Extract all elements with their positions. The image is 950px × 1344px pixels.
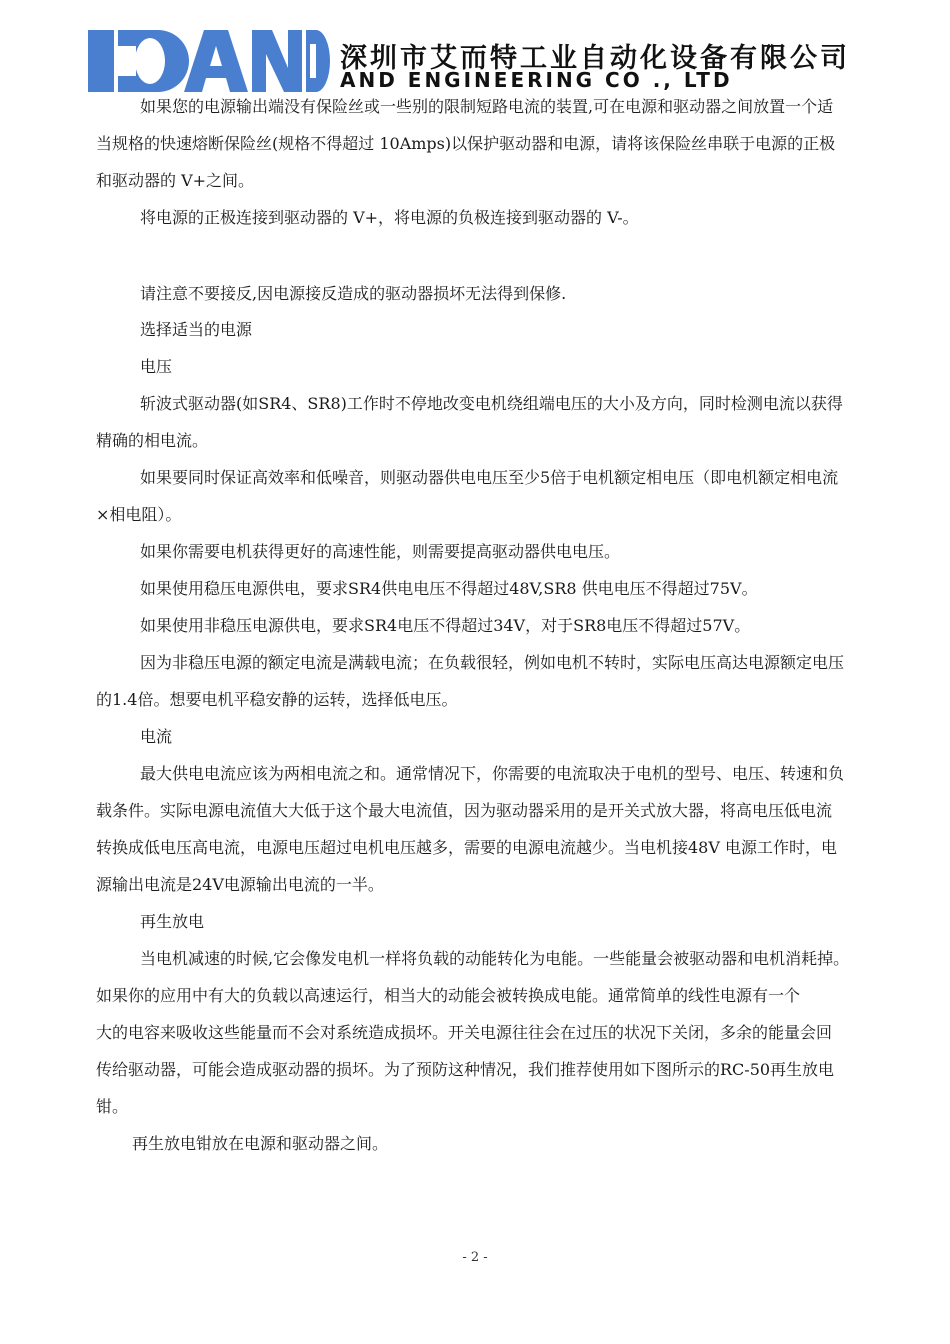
paragraph-line: 如果使用稳压电源供电，要求SR4供电电压不得超过48V,SR8 供电电压不得超过75V。	[140, 579, 758, 598]
paragraph-line: 最大供电电流应该为两相电流之和。通常情况下，你需要的电流取决于电机的型号、电压、转速和负	[140, 764, 845, 783]
paragraph-line: 如果要同时保证高效率和低噪音，则驱动器供电电压至少5倍于电机额定相电压（即电机额定相电流	[140, 468, 839, 487]
paragraph-line: 和驱动器的 V+之间。	[96, 171, 255, 190]
paragraph-line: 因为非稳压电源的额定电流是满载电流；在负载很轻，例如电机不转时，实际电压高达电源额定电压	[140, 653, 845, 672]
section-heading: 选择适当的电源	[140, 320, 253, 339]
company-logo	[88, 28, 330, 94]
paragraph-line: 当规格的快速熔断保险丝(规格不得超过 10Amps)以保护驱动器和电源，请将该保险丝串联于电源的正极	[96, 134, 836, 153]
company-name-en: AND ENGINEERING CO ., LTD	[340, 68, 733, 92]
paragraph-line: 精确的相电流。	[96, 431, 209, 450]
paragraph-line: 钳。	[96, 1097, 129, 1116]
paragraph-line: 源输出电流是24V电源输出电流的一半。	[96, 875, 384, 894]
paragraph-line: 传给驱动器，可能会造成驱动器的损坏。为了预防这种情况，我们推荐使用如下图所示的RC-50再生放电	[96, 1060, 835, 1079]
paragraph-line: 载条件。实际电源电流值大大低于这个最大电流值，因为驱动器采用的是开关式放大器，将高电压低电流	[96, 801, 833, 820]
paragraph-line: 如果您的电源输出端没有保险丝或一些别的限制短路电流的装置,可在电源和驱动器之间放置一个适	[140, 97, 834, 116]
paragraph-line: 转换成低电压高电流，电源电压超过电机电压越多，需要的电源电流越少。当电机接48V 电源工作时，电	[96, 838, 838, 857]
page-number: - 2 -	[462, 1250, 488, 1265]
paragraph-line: 的1.4倍。想要电机平稳安静的运转，选择低电压。	[96, 690, 458, 709]
paragraph-line: 再生放电钳放在电源和驱动器之间。	[132, 1134, 389, 1153]
paragraph-line: 将电源的正极连接到驱动器的 V+，将电源的负极连接到驱动器的 V-。	[140, 208, 639, 227]
company-name-cn: 深圳市艾而特工业自动化设备有限公司	[340, 43, 850, 74]
paragraph-line: 如果你的应用中有大的负载以高速运行，相当大的动能会被转换成电能。通常简单的线性电源有一个	[96, 986, 801, 1005]
paragraph-line: 如果使用非稳压电源供电，要求SR4电压不得超过34V，对于SR8电压不得超过57V。	[140, 616, 751, 635]
paragraph-line: 斩波式驱动器(如SR4、SR8)工作时不停地改变电机绕组端电压的大小及方向，同时检测电流以获得	[140, 394, 843, 413]
paragraph-line: 当电机减速的时候,它会像发电机一样将负载的动能转化为电能。一些能量会被驱动器和电机消耗掉。	[140, 949, 850, 968]
section-heading-regen: 再生放电	[140, 912, 205, 931]
paragraph-line: 大的电容来吸收这些能量而不会对系统造成损坏。开关电源往往会在过压的状况下关闭，多余的能量会回	[96, 1023, 833, 1042]
paragraph-line: ×相电阻）。	[96, 505, 182, 524]
warning-line: 请注意不要接反,因电源接反造成的驱动器损坏无法得到保修.	[140, 284, 567, 303]
section-heading-voltage: 电压	[140, 357, 173, 376]
company-header	[88, 28, 850, 94]
paragraph-line: 如果你需要电机获得更好的高速性能，则需要提高驱动器供电电压。	[140, 542, 621, 561]
section-heading-current: 电流	[140, 727, 173, 746]
